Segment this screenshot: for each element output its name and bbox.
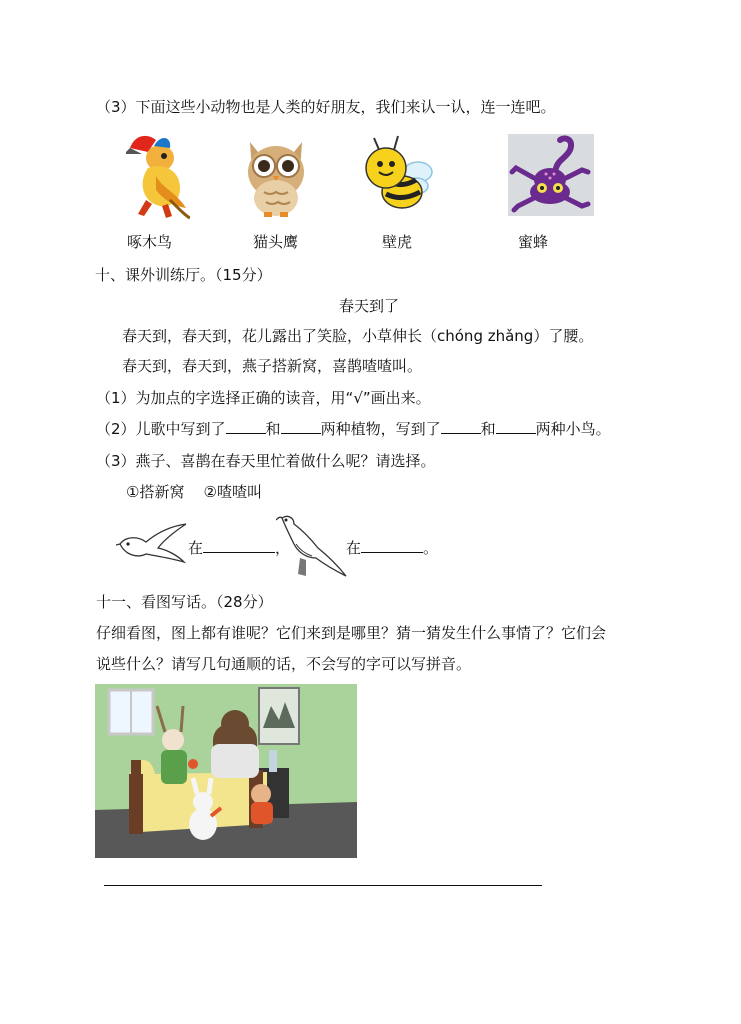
fill-line-magpie <box>346 538 438 558</box>
fill-line-swallow <box>188 538 290 558</box>
magpie-image <box>276 512 348 578</box>
blank-bird-1[interactable] <box>441 419 481 434</box>
label-owl: 猫头鹰 <box>253 233 299 251</box>
choice-options: ①搭新窝 ②喳喳叫 <box>126 483 262 501</box>
owl-image <box>244 132 308 218</box>
q2-and-2: 和 <box>480 420 496 438</box>
q2-part2: 两种植物，写到了 <box>320 420 441 438</box>
answer-line[interactable] <box>104 885 542 886</box>
poem-title: 春天到了 <box>339 297 400 315</box>
fill-in-2: 在 <box>346 539 362 557</box>
woodpecker-image <box>126 130 190 220</box>
label-woodpecker: 啄木鸟 <box>127 233 173 251</box>
question-1: （1）为加点的字选择正确的读音，用“√”画出来。 <box>96 389 431 407</box>
blank-plant-1[interactable] <box>226 419 266 434</box>
label-gecko: 壁虎 <box>382 233 413 251</box>
fill-in-1: 在 <box>188 539 204 557</box>
section11-heading: 十一、看图写话。（28分） <box>96 593 273 611</box>
section11-prompt-1: 仔细看图，图上都有谁呢？它们来到是哪里？猜一猜发生什么事情了？它们会 <box>96 624 607 642</box>
blank-bird-2[interactable] <box>496 419 536 434</box>
poem-line-1: 春天到，春天到，花儿露出了笑脸，小草伸长（chóng zhǎng）了腰。 <box>122 327 594 345</box>
section10-heading: 十、课外训练厅。（15分） <box>95 266 272 284</box>
blank-magpie[interactable] <box>361 538 423 553</box>
fill-period: 。 <box>423 539 439 557</box>
q2-part3: 两种小鸟。 <box>535 420 611 438</box>
q2-and-1: 和 <box>265 420 281 438</box>
blank-plant-2[interactable] <box>281 419 321 434</box>
question-3: （3）燕子、喜鹊在春天里忙着做什么呢？请选择。 <box>96 452 436 470</box>
blank-swallow[interactable] <box>203 538 275 553</box>
q3-prompt: （3）下面这些小动物也是人类的好朋友，我们来认一认，连一连吧。 <box>96 98 556 116</box>
fill-comma: ， <box>275 539 291 557</box>
question-2 <box>96 419 611 439</box>
label-bee: 蜜蜂 <box>518 233 549 251</box>
gecko-image <box>508 134 594 216</box>
bee-image <box>360 134 440 214</box>
swallow-image <box>116 520 188 564</box>
poem-line-2: 春天到，春天到，燕子搭新窝，喜鹊喳喳叫。 <box>122 357 423 375</box>
q2-part1: （2）儿歌中写到了 <box>96 420 226 438</box>
picture-writing-illustration <box>95 684 357 858</box>
section11-prompt-2: 说些什么？请写几句通顺的话，不会写的字可以写拼音。 <box>96 655 472 673</box>
